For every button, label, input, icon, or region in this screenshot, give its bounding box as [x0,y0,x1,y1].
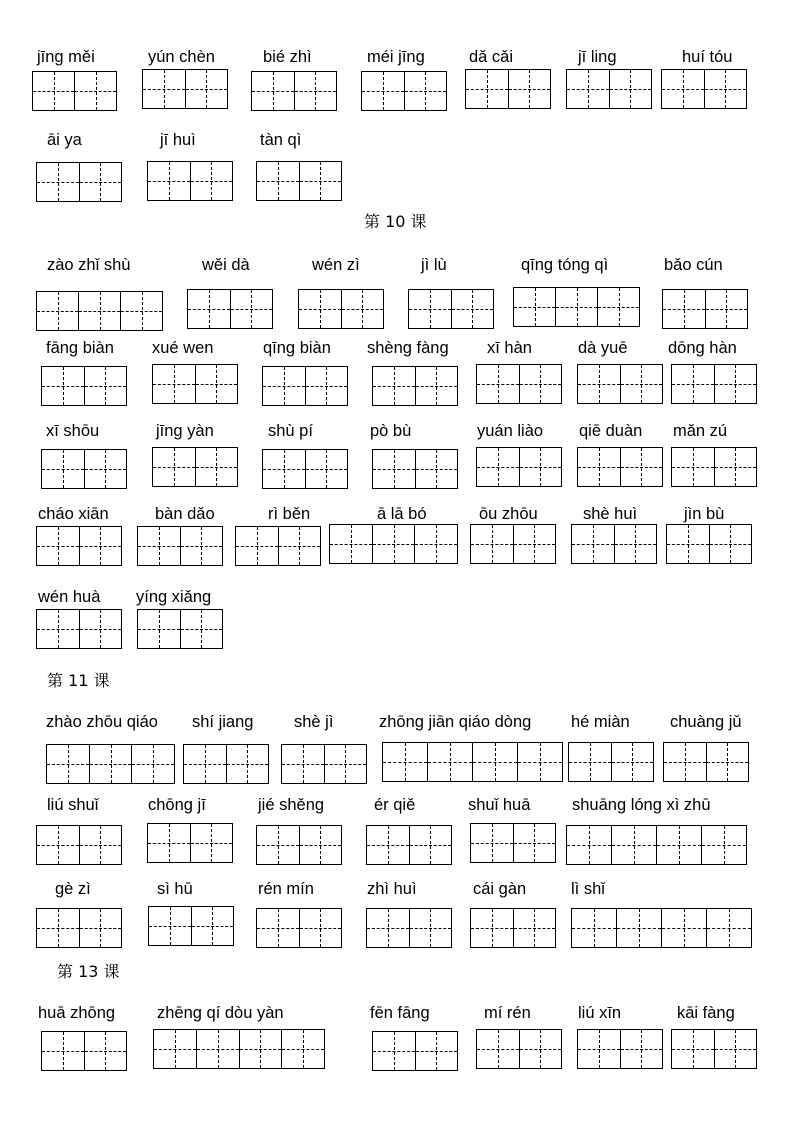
writing-grid[interactable] [663,742,749,782]
pinyin-label: chuàng jǔ [670,713,742,731]
pinyin-label: kāi fàng [677,1004,735,1022]
writing-grid[interactable] [671,364,757,404]
writing-grid[interactable] [256,908,342,948]
writing-grid[interactable] [671,447,757,487]
pinyin-label: shuāng lóng xì zhū [572,796,711,814]
pinyin-label: wén huà [38,588,101,606]
writing-grid[interactable] [262,449,348,489]
pinyin-label: ā lā bó [377,505,427,523]
lesson-title: 第 10 课 [364,212,427,231]
pinyin-label: zhōng jiān qiáo dòng [379,713,532,731]
writing-grid[interactable] [147,823,233,863]
writing-grid[interactable] [571,908,752,948]
writing-grid[interactable] [256,161,342,201]
writing-grid[interactable] [183,744,269,784]
pinyin-label: rén mín [258,880,314,898]
pinyin-label: jīng měi [37,48,95,66]
lesson-title: 第 13 课 [57,962,120,981]
writing-grid[interactable] [36,526,122,566]
pinyin-label: shè huì [583,505,638,523]
writing-grid[interactable] [382,742,563,782]
pinyin-label: ér qiě [374,796,416,814]
writing-grid[interactable] [235,526,321,566]
pinyin-label: dà yuē [578,339,628,357]
writing-grid[interactable] [32,71,117,111]
pinyin-label: pò bù [370,422,412,440]
writing-grid[interactable] [361,71,447,111]
writing-grid[interactable] [46,744,175,784]
pinyin-label: chōng jī [148,796,206,814]
pinyin-label: huā zhōng [38,1004,116,1022]
pinyin-label: qīng tóng qì [521,256,609,274]
pinyin-label: bǎo cún [664,256,723,274]
writing-grid[interactable] [329,524,458,564]
writing-grid[interactable] [661,69,747,109]
pinyin-label: qiē duàn [579,422,643,440]
pinyin-label: liú xīn [578,1004,622,1022]
pinyin-label: jīng yàn [156,422,214,440]
pinyin-label: jì lù [421,256,447,274]
pinyin-label: fēn fāng [370,1004,430,1022]
writing-grid[interactable] [41,449,127,489]
writing-grid[interactable] [137,609,223,649]
pinyin-label: yún chèn [148,48,215,66]
pinyin-label: yíng xiǎng [136,588,212,606]
pinyin-label: mí rén [484,1004,531,1022]
pinyin-label: tàn qì [260,131,302,149]
pinyin-label: dǎ cǎi [469,48,514,66]
writing-grid[interactable] [372,449,458,489]
pinyin-label: ōu zhōu [479,505,538,523]
writing-grid[interactable] [566,69,652,109]
pinyin-label: lì shǐ [571,880,605,898]
writing-grid[interactable] [152,364,238,404]
writing-grid[interactable] [262,366,348,406]
pinyin-label: jī ling [578,48,617,66]
writing-grid[interactable] [571,524,657,564]
writing-grid[interactable] [476,364,562,404]
pinyin-label: xué wen [152,339,214,357]
writing-grid[interactable] [148,906,234,946]
writing-grid[interactable] [513,287,640,327]
writing-grid[interactable] [251,71,337,111]
pinyin-label: shù pí [268,422,313,440]
writing-grid[interactable] [152,447,238,487]
pinyin-label: bié zhì [263,48,312,66]
writing-grid[interactable] [470,908,556,948]
writing-grid[interactable] [281,744,367,784]
pinyin-label: zhì huì [367,880,417,898]
writing-grid[interactable] [465,69,551,109]
writing-grid[interactable] [366,825,452,865]
writing-grid[interactable] [577,447,663,487]
writing-grid[interactable] [36,908,122,948]
writing-grid[interactable] [256,825,342,865]
pinyin-label: liú shuǐ [47,796,99,814]
pinyin-label: mǎn zú [673,422,728,440]
writing-grid[interactable] [568,742,654,782]
pinyin-label: zhào zhōu qiáo [46,713,158,731]
writing-grid[interactable] [137,526,223,566]
pinyin-label: wén zì [312,256,360,274]
writing-grid[interactable] [41,1031,127,1071]
pinyin-label: āi ya [47,131,82,149]
pinyin-label: gè zì [55,880,91,898]
writing-grid[interactable] [666,524,752,564]
pinyin-label: shí jiang [192,713,254,731]
pinyin-label: shèng fàng [367,339,449,357]
writing-grid[interactable] [671,1029,757,1069]
pinyin-label: rì běn [268,505,311,523]
pinyin-label: méi jīng [367,48,425,66]
pinyin-label: hé miàn [571,713,630,731]
pinyin-label: jié shěng [258,796,325,814]
pinyin-label: xī shōu [46,422,100,440]
pinyin-label: bàn dǎo [155,505,215,523]
writing-grid[interactable] [147,161,233,201]
pinyin-label: jìn bù [684,505,725,523]
lesson-title: 第 11 课 [47,671,110,690]
writing-grid[interactable] [36,291,163,331]
pinyin-label: yuán liào [477,422,544,440]
pinyin-label: shè jì [294,713,334,731]
pinyin-label: cháo xiān [38,505,109,523]
writing-grid[interactable] [36,609,122,649]
writing-grid[interactable] [476,447,562,487]
writing-grid[interactable] [372,1031,458,1071]
pinyin-label: huí tóu [682,48,733,66]
writing-grid[interactable] [408,289,494,329]
writing-grid[interactable] [470,823,556,863]
writing-grid[interactable] [566,825,747,865]
writing-grid[interactable] [476,1029,562,1069]
writing-grid[interactable] [662,289,748,329]
writing-grid[interactable] [153,1029,325,1069]
pinyin-label: qīng biàn [263,339,331,357]
pinyin-label: cái gàn [473,880,527,898]
writing-grid[interactable] [36,162,122,202]
writing-grid[interactable] [36,825,122,865]
writing-grid[interactable] [41,366,127,406]
pinyin-label: jī huì [160,131,196,149]
pinyin-label: wěi dà [202,256,250,274]
writing-grid[interactable] [187,289,273,329]
writing-grid[interactable] [372,366,458,406]
pinyin-label: dōng hàn [668,339,737,357]
pinyin-label: xī hàn [487,339,532,357]
pinyin-label: fāng biàn [46,339,114,357]
writing-grid[interactable] [366,908,452,948]
pinyin-label: zào zhǐ shù [47,256,131,274]
writing-grid[interactable] [142,69,228,109]
writing-grid[interactable] [577,364,663,404]
pinyin-label: zhēng qí dòu yàn [157,1004,284,1022]
pinyin-label: sì hū [157,880,193,898]
writing-grid[interactable] [298,289,384,329]
writing-grid[interactable] [470,524,556,564]
pinyin-label: shuǐ huā [468,796,531,814]
writing-grid[interactable] [577,1029,663,1069]
